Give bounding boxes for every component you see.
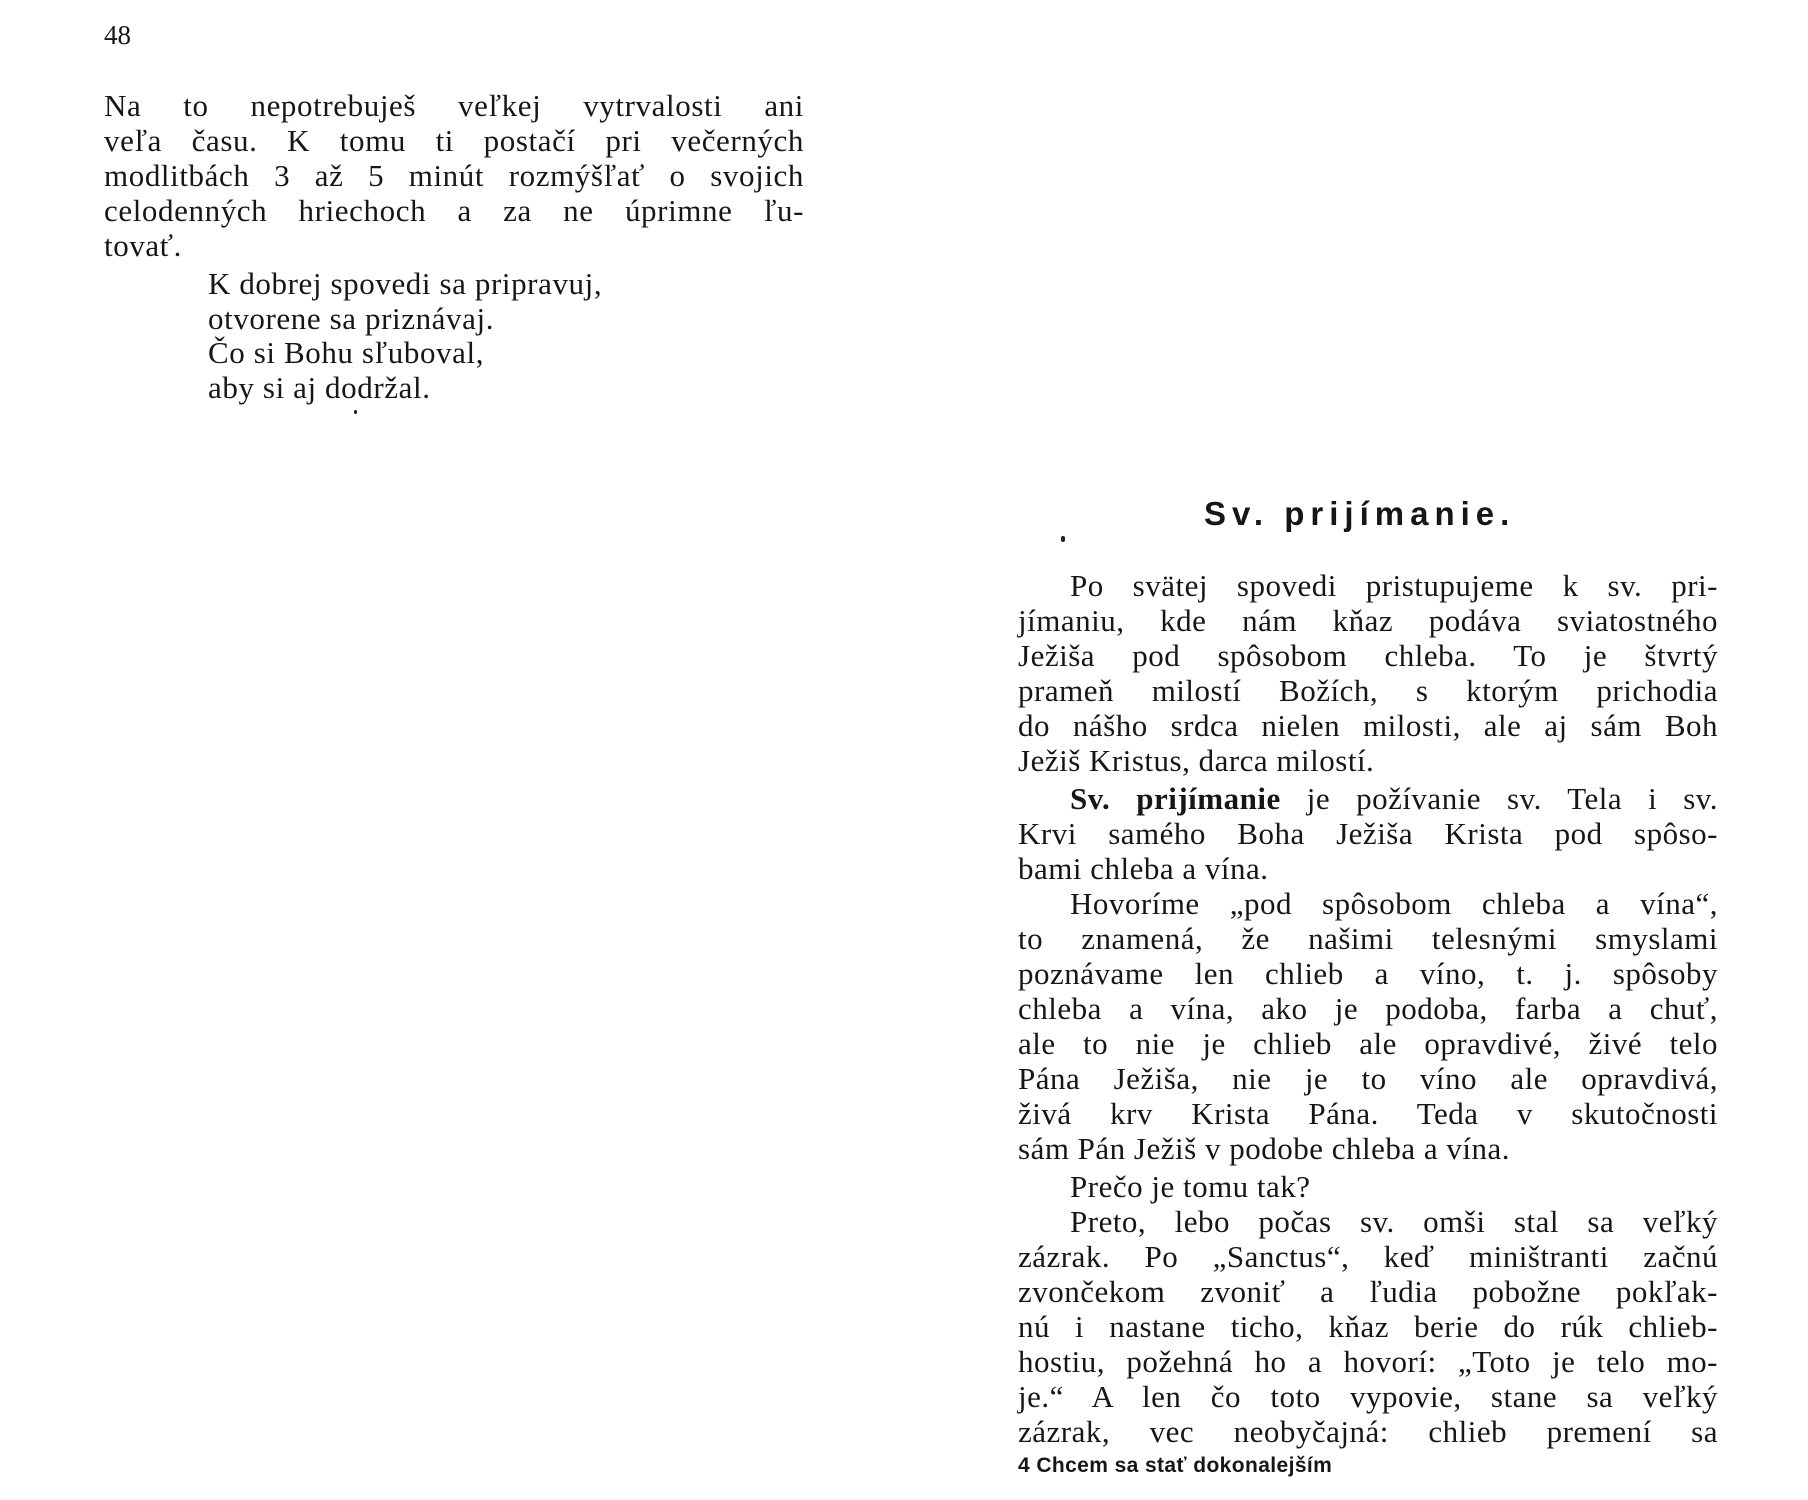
print-speck <box>1061 536 1065 542</box>
text-line: veľa času. K tomu ti postačí pri večerných <box>104 123 804 158</box>
paragraph <box>1018 781 1718 886</box>
text-line: do nášho srdca nielen milosti, ale aj sám Boh <box>1018 708 1718 743</box>
text-line: modlitbách 3 až 5 minút rozmýšľať o svojich <box>104 158 804 193</box>
verse-line: aby si aj dodržal. <box>208 369 431 405</box>
text-line: zázrak. Po „Sanctus“, keď miništranti začnú <box>1018 1239 1718 1274</box>
paragraph <box>1018 568 1718 778</box>
paragraph <box>1018 1204 1718 1449</box>
text-line: sám Pán Ježiš v podobe chleba a vína. <box>1018 1131 1510 1166</box>
right-column <box>1018 568 1718 1449</box>
verse-line: Čo si Bohu sľuboval, <box>208 335 485 370</box>
text-line: Hovoríme „pod spôsobom chleba a vína“, <box>1070 886 1718 921</box>
text-line: Krvi samého Boha Ježiša Krista pod spôso- <box>1018 816 1718 851</box>
text-line: zvončekom zvoniť a ľudia pobožne pokľak- <box>1018 1274 1718 1309</box>
text-line: prameň milostí Božích, s ktorým prichodia <box>1018 673 1718 708</box>
text-line: Po svätej spovedi pristupujeme k sv. pri- <box>1070 568 1718 603</box>
text-line: živá krv Krista Pána. Teda v skutočnosti <box>1018 1096 1718 1131</box>
text-line: Ježiša pod spôsobom chleba. To je štvrtý <box>1018 638 1718 673</box>
text-line <box>1018 781 1718 816</box>
verse-line: K dobrej spovedi sa pripravuj, <box>208 266 603 301</box>
text-line: Ježiš Kristus, darca milostí. <box>1018 743 1375 778</box>
print-speck <box>354 410 357 414</box>
text-line: nú i nastane ticho, kňaz berie do rúk chlieb- <box>1018 1309 1718 1344</box>
text-line: Na to nepotrebuješ veľkej vytrvalosti ani <box>104 88 804 123</box>
text-line: Prečo je tomu tak? <box>1070 1169 1311 1204</box>
verse-block <box>208 267 602 405</box>
text-line: hostiu, požehná ho a hovorí: „Toto je telo mo- <box>1018 1344 1718 1379</box>
text-line: to znamená, že našimi telesnými smyslami <box>1018 921 1718 956</box>
text-line: zázrak, vec neobyčajná: chlieb premení sa <box>1018 1414 1718 1449</box>
text-line: Pána Ježiša, nie je to víno ale opravdivá, <box>1018 1061 1718 1096</box>
paragraph <box>1018 1169 1718 1204</box>
text-line: Preto, lebo počas sv. omši stal sa veľký <box>1070 1204 1718 1239</box>
section-title: Sv. prijímanie. <box>1204 495 1516 532</box>
page-number: 48 <box>104 20 131 50</box>
text-line: tovať. <box>104 228 182 263</box>
text-line: celodenných hriechoch a za ne úprimne ľu- <box>104 193 804 228</box>
signature-mark: 4 Chcem sa stať dokonalejším <box>1018 1454 1333 1477</box>
bold-term: Sv. prijímanie <box>1070 781 1281 816</box>
text-line: poznávame len chlieb a víno, t. j. spôsoby <box>1018 956 1718 991</box>
verse-line: otvorene sa priznávaj. <box>208 300 495 336</box>
left-paragraph <box>104 88 804 263</box>
paragraph <box>1018 886 1718 1166</box>
text-line: ale to nie je chlieb ale opravdivé, živé telo <box>1018 1026 1718 1061</box>
text-span: je požívanie sv. Tela i sv. <box>1280 781 1719 816</box>
text-line: bami chleba a vína. <box>1018 851 1269 886</box>
text-line: jímaniu, kde nám kňaz podáva sviatostného <box>1018 603 1718 638</box>
text-line: chleba a vína, ako je podoba, farba a chuť, <box>1018 991 1718 1026</box>
text-line: je.“ A len čo toto vypovie, stane sa veľký <box>1018 1379 1718 1414</box>
